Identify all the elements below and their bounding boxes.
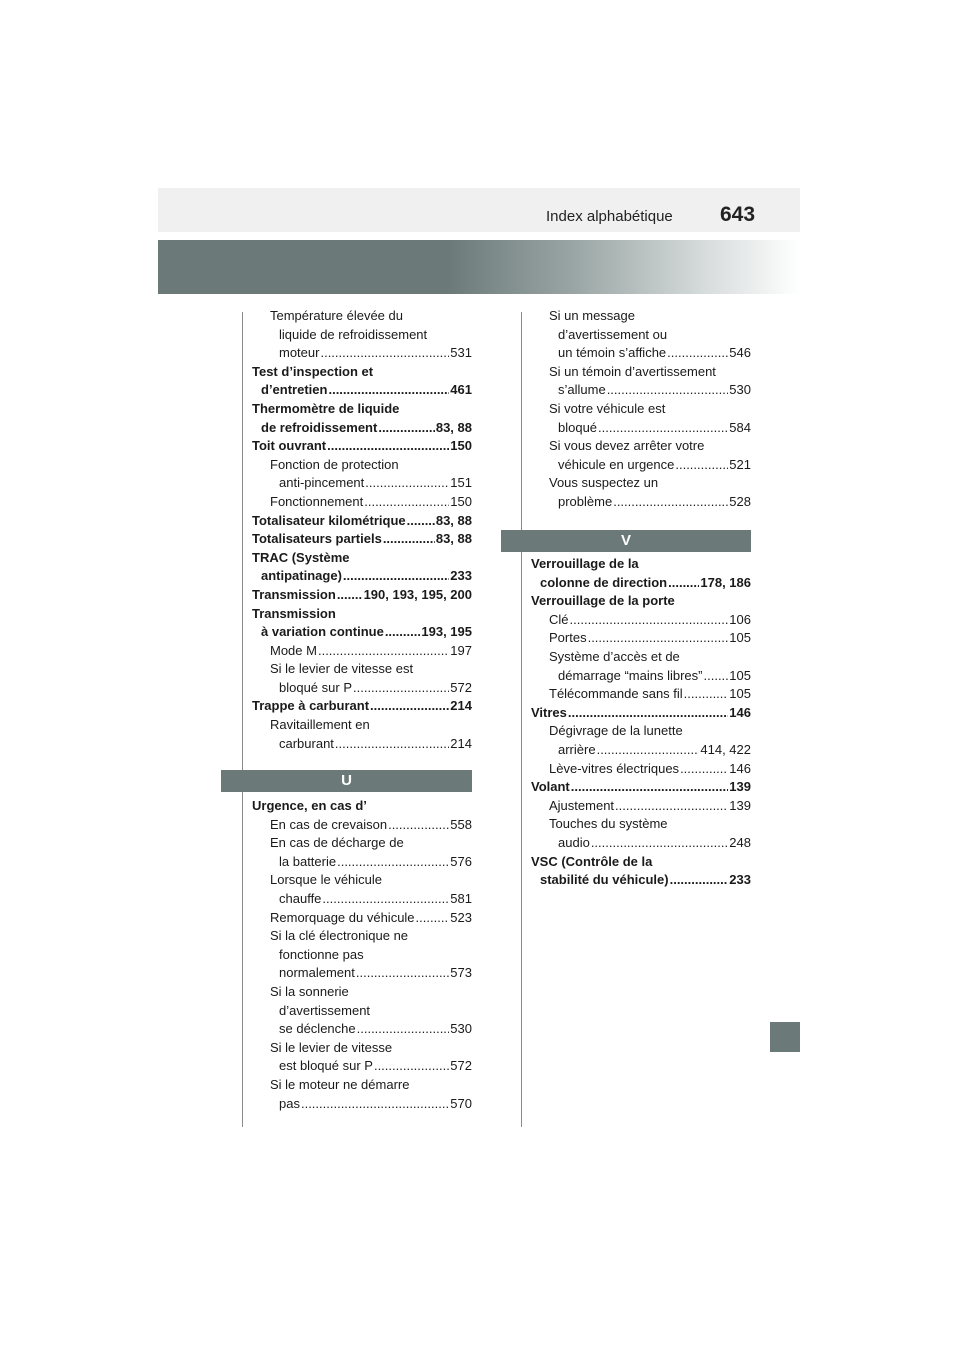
entry-text: moteur (279, 345, 320, 361)
entry-text: normalement (279, 965, 355, 981)
dot-leader (416, 909, 450, 928)
dot-leader (613, 493, 728, 512)
page-reference: 150 (450, 438, 472, 454)
index-entry: Verrouillage de la (531, 556, 639, 571)
entry-text: antipatinage) (261, 568, 342, 584)
page-reference: 248 (729, 834, 751, 850)
entry-text: bloqué (558, 419, 598, 435)
index-subentry: Si votre véhicule est (549, 400, 666, 416)
entry-text: Transmission (252, 586, 336, 602)
index-subentry (531, 797, 751, 816)
index-subentry (252, 1020, 472, 1039)
entry-text: véhicule en urgence (558, 456, 675, 472)
index-subentry (531, 629, 751, 648)
page-reference: 581 (450, 890, 472, 906)
dot-leader (684, 685, 729, 704)
entry-text: Trappe à carburant (252, 698, 370, 714)
entry-text: la batterie (279, 853, 337, 869)
page-reference: 190, 193, 195, 200 (363, 586, 472, 602)
index-subentry (531, 741, 751, 760)
dot-leader (388, 816, 449, 835)
index-subentry: Système d’accès et de (549, 648, 680, 664)
entry-text: chauffe (279, 890, 322, 906)
page-reference: 530 (729, 382, 751, 398)
page-reference: 461 (450, 382, 472, 398)
page-reference: 584 (729, 419, 751, 435)
index-subentry: Vous suspectez un (549, 475, 659, 491)
index-subentry: Dégivrage de la lunette (549, 723, 683, 739)
entry-text: se déclenche (279, 1021, 356, 1037)
index-entry: TRAC (Système (252, 549, 350, 565)
index-subentry (252, 679, 472, 698)
dot-leader (364, 493, 449, 512)
dot-leader (337, 586, 363, 605)
entry-text: Télécommande sans fil (549, 686, 683, 702)
index-subentry: En cas de décharge de (270, 835, 404, 851)
dot-leader (343, 567, 449, 586)
dot-leader (385, 623, 421, 642)
page-reference: 214 (450, 698, 472, 714)
index-subentry: Si un témoin d’avertissement (549, 363, 716, 379)
dot-leader (353, 679, 449, 698)
page-reference: 151 (450, 475, 472, 491)
index-subentry (531, 667, 751, 686)
index-subentry (252, 816, 472, 835)
dot-leader (301, 1095, 449, 1114)
page-reference: 83, 88 (435, 531, 472, 547)
index-subentry (531, 834, 751, 853)
page-reference: 558 (450, 816, 472, 832)
page-reference: 105 (729, 686, 751, 702)
entry-text: Volant (531, 779, 570, 795)
index-subentry: Lorsque le véhicule (270, 872, 383, 888)
page-reference: 105 (729, 667, 751, 683)
page-reference: 105 (729, 630, 751, 646)
index-subentry: d’avertissement (279, 1002, 371, 1018)
index-section-u (252, 797, 472, 1113)
page-reference: 576 (450, 853, 472, 869)
index-entry (531, 574, 751, 593)
right-column-rule (521, 312, 522, 1127)
entry-text: d’entretien (261, 382, 328, 398)
index-subentry (531, 344, 751, 363)
dot-leader (607, 381, 729, 400)
index-subentry: Si la clé électronique ne (270, 928, 409, 944)
dot-leader (356, 964, 449, 983)
page-reference: 106 (729, 611, 751, 627)
dot-leader (598, 419, 728, 438)
dot-leader (615, 797, 728, 816)
index-subentry (252, 964, 472, 983)
chapter-banner (158, 240, 800, 294)
dot-leader (597, 741, 700, 760)
page-reference: 146 (729, 760, 751, 776)
entry-text: Toit ouvrant (252, 438, 327, 454)
dot-leader (591, 834, 728, 853)
dot-leader (571, 778, 729, 797)
index-subentry (252, 909, 472, 928)
index-entry (252, 697, 472, 716)
index-entry (252, 437, 472, 456)
page-number: 643 (720, 203, 756, 226)
index-subentry (531, 419, 751, 438)
index-subentry: Si le levier de vitesse est (270, 661, 414, 677)
index-subentry: Fonction de protection (270, 456, 399, 472)
page-reference: 139 (729, 779, 751, 795)
dot-leader (365, 474, 449, 493)
dot-leader (320, 344, 449, 363)
index-subentry (252, 853, 472, 872)
section-header-v: V (501, 530, 751, 552)
entry-text: Portes (549, 630, 587, 646)
index-entry: Thermomètre de liquide (252, 400, 400, 416)
index-subentry (252, 735, 472, 754)
dot-leader (318, 642, 449, 661)
entry-text: arrière (558, 741, 596, 757)
entry-text: colonne de direction (540, 574, 668, 590)
index-subentry (252, 642, 472, 661)
dot-leader (704, 667, 729, 686)
dot-leader (570, 611, 729, 630)
page-reference: 193, 195 (421, 624, 472, 640)
index-entry: Urgence, en cas d’ (252, 798, 367, 813)
page-reference: 523 (450, 909, 472, 925)
page-reference: 233 (450, 568, 472, 584)
index-entry: VSC (Contrôle de la (531, 853, 653, 869)
page-reference: 83, 88 (435, 419, 472, 435)
dot-leader (407, 512, 435, 531)
index-entry (531, 778, 751, 797)
entry-text: Remorquage du véhicule (270, 909, 415, 925)
entry-text: un témoin s’affiche (558, 345, 667, 361)
dot-leader (675, 456, 728, 475)
entry-text: carburant (279, 735, 334, 751)
index-entry (252, 419, 472, 438)
entry-text: pas (279, 1095, 300, 1111)
header-band (158, 188, 800, 232)
index-section-v (531, 555, 751, 890)
entry-text: s’allume (558, 382, 606, 398)
entry-text: de refroidissement (261, 419, 378, 435)
page-reference: 570 (450, 1095, 472, 1111)
page-reference: 530 (450, 1021, 472, 1037)
chapter-thumb-tab (770, 1022, 800, 1052)
page-reference: 146 (729, 704, 751, 720)
index-subentry: Touches du système (549, 816, 668, 832)
index-entry: Test d’inspection et (252, 363, 374, 379)
entry-text: à variation continue (261, 624, 384, 640)
entry-text: En cas de crevaison (270, 816, 388, 832)
index-entry (252, 623, 472, 642)
index-subentry (531, 685, 751, 704)
section-header-u: U (221, 770, 472, 792)
dot-leader (337, 853, 449, 872)
page-reference: 528 (729, 493, 751, 509)
page-reference: 572 (450, 679, 472, 695)
page-reference: 83, 88 (435, 512, 472, 528)
left-column-rule (242, 312, 243, 1127)
index-subentry: Si la sonnerie (270, 983, 349, 999)
entry-text: Totalisateurs partiels (252, 531, 382, 547)
index-subentry (531, 611, 751, 630)
page-header-title: Index alphabétique (546, 208, 673, 225)
page-reference: 197 (450, 642, 472, 658)
index-subentry (252, 344, 472, 363)
index-entry (252, 567, 472, 586)
entry-text: bloqué sur P (279, 679, 352, 695)
dot-leader (374, 1057, 449, 1076)
index-subentry: liquide de refroidissement (279, 326, 428, 342)
dot-leader (327, 437, 449, 456)
entry-text: audio (558, 834, 590, 850)
index-subentry: Si le moteur ne démarre (270, 1076, 410, 1092)
index-subentry: d’avertissement ou (558, 326, 668, 342)
index-entry (252, 512, 472, 531)
entry-text: Fonctionnement (270, 493, 364, 509)
entry-text: anti-pincement (279, 475, 365, 491)
index-subentry: Température élevée du (270, 308, 403, 323)
index-subentry: fonctionne pas (279, 946, 364, 962)
page-reference: 531 (450, 345, 472, 361)
index-subentry (252, 1095, 472, 1114)
index-subentry (531, 493, 751, 512)
entry-text: Totalisateur kilométrique (252, 512, 406, 528)
entry-text: Mode M (270, 642, 317, 658)
index-column-left (252, 307, 472, 753)
index-subentry (252, 474, 472, 493)
dot-leader (335, 735, 449, 754)
index-entry (531, 871, 751, 890)
dot-leader (378, 419, 435, 438)
index-subentry: Si le levier de vitesse (270, 1039, 393, 1055)
page-reference: 233 (729, 872, 751, 888)
index-entry (252, 381, 472, 400)
dot-leader (383, 530, 435, 549)
index-entry (531, 704, 751, 723)
index-column-right (531, 307, 751, 512)
page-reference: 150 (450, 493, 472, 509)
index-entry: Verrouillage de la porte (531, 593, 675, 609)
dot-leader (680, 760, 728, 779)
dot-leader (328, 381, 449, 400)
entry-text: Ajustement (549, 797, 615, 813)
page-reference: 546 (729, 345, 751, 361)
page-reference: 573 (450, 965, 472, 981)
entry-text: Lève-vitres électriques (549, 760, 680, 776)
index-subentry (252, 1057, 472, 1076)
dot-leader (588, 629, 729, 648)
entry-text: problème (558, 493, 613, 509)
index-entry (252, 530, 472, 549)
index-subentry (531, 381, 751, 400)
page-reference: 414, 422 (700, 741, 751, 757)
page-reference: 178, 186 (700, 574, 751, 590)
page-reference: 572 (450, 1058, 472, 1074)
entry-text: Clé (549, 611, 569, 627)
entry-text: Vitres (531, 704, 567, 720)
page-reference: 139 (729, 797, 751, 813)
index-subentry: Si un message (549, 308, 635, 323)
entry-text: stabilité du véhicule) (540, 872, 669, 888)
entry-text: démarrage “mains libres” (558, 667, 703, 683)
index-subentry (252, 493, 472, 512)
index-subentry: Ravitaillement en (270, 717, 370, 733)
index-subentry (531, 760, 751, 779)
index-subentry: Si vous devez arrêter votre (549, 438, 705, 454)
dot-leader (357, 1020, 450, 1039)
dot-leader (668, 574, 699, 593)
index-subentry (531, 456, 751, 475)
index-entry: Transmission (252, 605, 336, 621)
dot-leader (568, 704, 728, 723)
entry-text: est bloqué sur P (279, 1058, 373, 1074)
dot-leader (667, 344, 728, 363)
dot-leader (670, 871, 729, 890)
page-reference: 521 (729, 456, 751, 472)
page-reference: 214 (450, 735, 472, 751)
dot-leader (322, 890, 449, 909)
index-subentry (252, 890, 472, 909)
index-entry (252, 586, 472, 605)
dot-leader (370, 697, 449, 716)
